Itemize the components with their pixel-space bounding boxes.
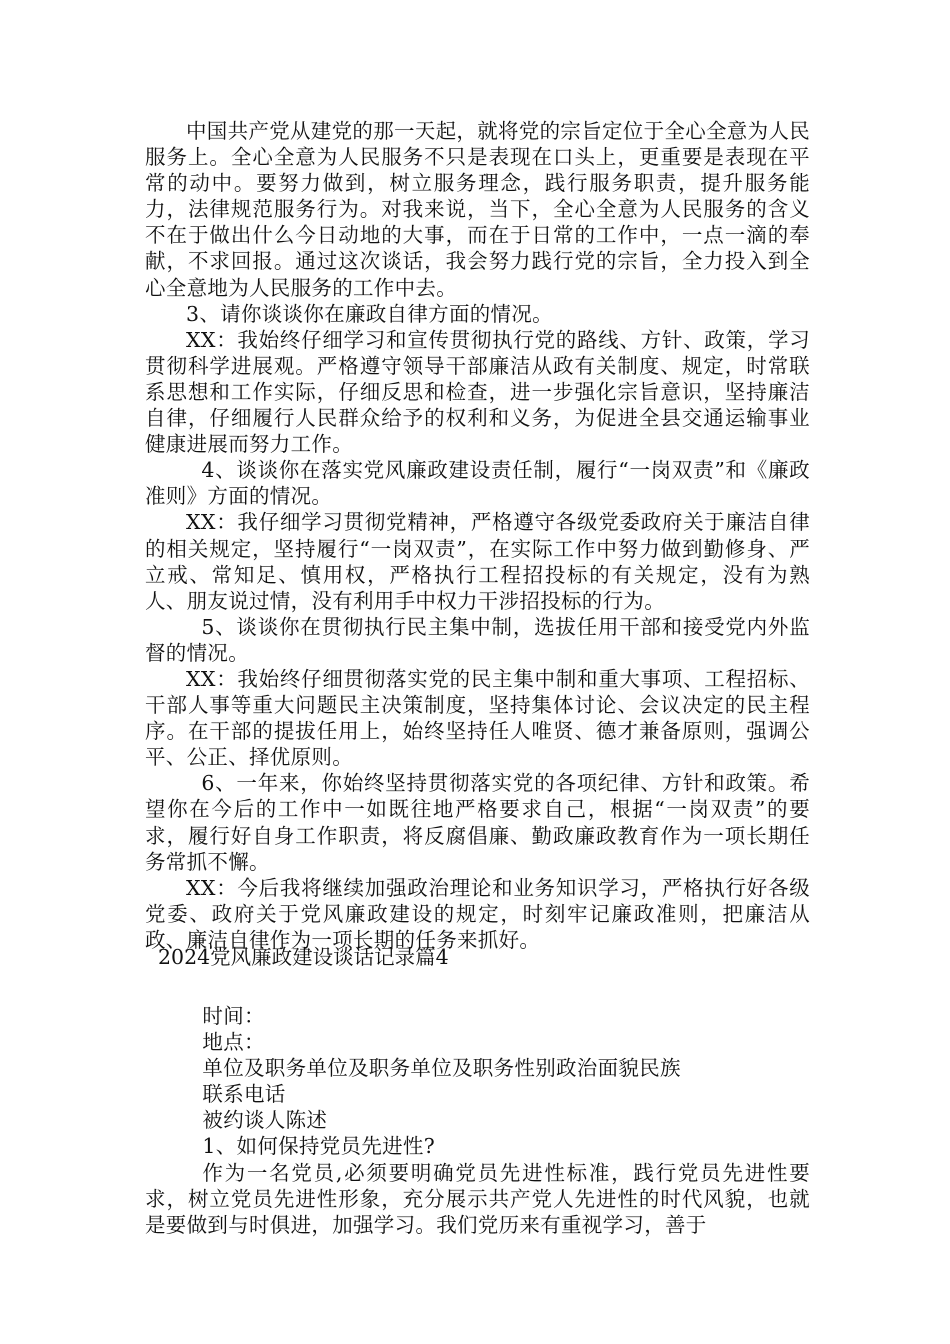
question-3: 3、请你谈谈你在廉政自律方面的情况。	[186, 301, 553, 326]
answer-4: XX：我仔细学习贯彻党精神，严格遵守各级党委政府关于廉洁自律的相关规定，坚持履行“一岗双责”，在实际工作中努力做到勤修身、严立戒、常知足、慎用权，严格执行工程招投标的有关规定，没有为熟人、朋友说过情，没有利用手中权力干涉招投标的行为。	[145, 510, 810, 613]
question-4: 4、谈谈你在落实党风廉政建设责任制，履行“一岗双责”和《廉政准则》方面的情况。	[145, 458, 810, 509]
question-6: 6、一年来，你始终坚持贯彻落实党的各项纪律、方针和政策。希望你在今后的工作中一如既往地严格要求自己，根据“一岗双责”的要求，履行好自身工作职责，将反腐倡廉、勤政廉政教育作为一项长期任务常抓不懈。	[145, 771, 810, 874]
form-line-phone: 联系电话	[202, 1082, 286, 1107]
answer-6: XX：今后我将继续加强政治理论和业务知识学习，严格执行好各级党委、政府关于党风廉政建设的规定，时刻牢记廉政准则，把廉洁从政、廉洁自律作为一项长期的任务来抓好。	[145, 875, 810, 952]
interview-form	[145, 1003, 810, 1238]
form-line-unit-fields: 单位及职务单位及职务单位及职务性别政治面貌民族	[202, 1056, 681, 1081]
question-5: 5、谈谈你在贯彻执行民主集中制，选拔任用干部和接受党内外监督的情况。	[145, 614, 810, 665]
form-line-question-1: 1、如何保持党员先进性?	[202, 1134, 436, 1159]
answer-3: XX：我始终仔细学习和宣传贯彻执行党的路线、方针、政策，学习贯彻科学进展观。严格遵守领导干部廉洁从政有关制度、规定，时常联系思想和工作实际，仔细反思和检查，进一步强化宗旨意识，坚持廉洁自律，仔细履行人民群众给予的权利和义务，为促进全县交通运输事业健康进展而努力工作。	[145, 327, 810, 457]
form-line-time: 时间：	[202, 1004, 265, 1028]
answer-5: XX：我始终仔细贯彻落实党的民主集中制和重大事项、工程招标、干部人事等重大问题民主决策制度，坚持集体讨论、会议决定的民主程序。在干部的提拔任用上，始终坚持任人唯贤、德才兼备原则，强调公平、公正、择优原则。	[145, 666, 810, 770]
section-heading: 2024党风廉政建设谈话记录篇4	[158, 945, 449, 969]
form-line-statement: 被约谈人陈述	[202, 1108, 328, 1133]
answer-1-paragraph: 作为一名党员,必须要明确党员先进性标准，践行党员先进性要求，树立党员先进性形象，充分展示共产党人先进性的时代风貌，也就是要做到与时俱进，加强学习。我们党历来有重视学习，善于	[145, 1160, 810, 1237]
form-line-place: 地点：	[202, 1030, 265, 1055]
document-body	[145, 118, 810, 953]
paragraph-party-purpose: 中国共产党从建党的那一天起，就将党的宗旨定位于全心全意为人民服务上。全心全意为人民服务不只是表现在口头上，更重要是表现在平常的动中。要努力做到，树立服务理念，践行服务职责，提升服务能力，法律规范服务行为。对我来说，当下，全心全意为人民服务的含义不在于做出什么今日动地的大事，而在于日常的工作中，一点一滴的奉献，不求回报。通过这次谈话，我会努力践行党的宗旨，全力投入到全心全意地为人民服务的工作中去。	[145, 119, 810, 300]
